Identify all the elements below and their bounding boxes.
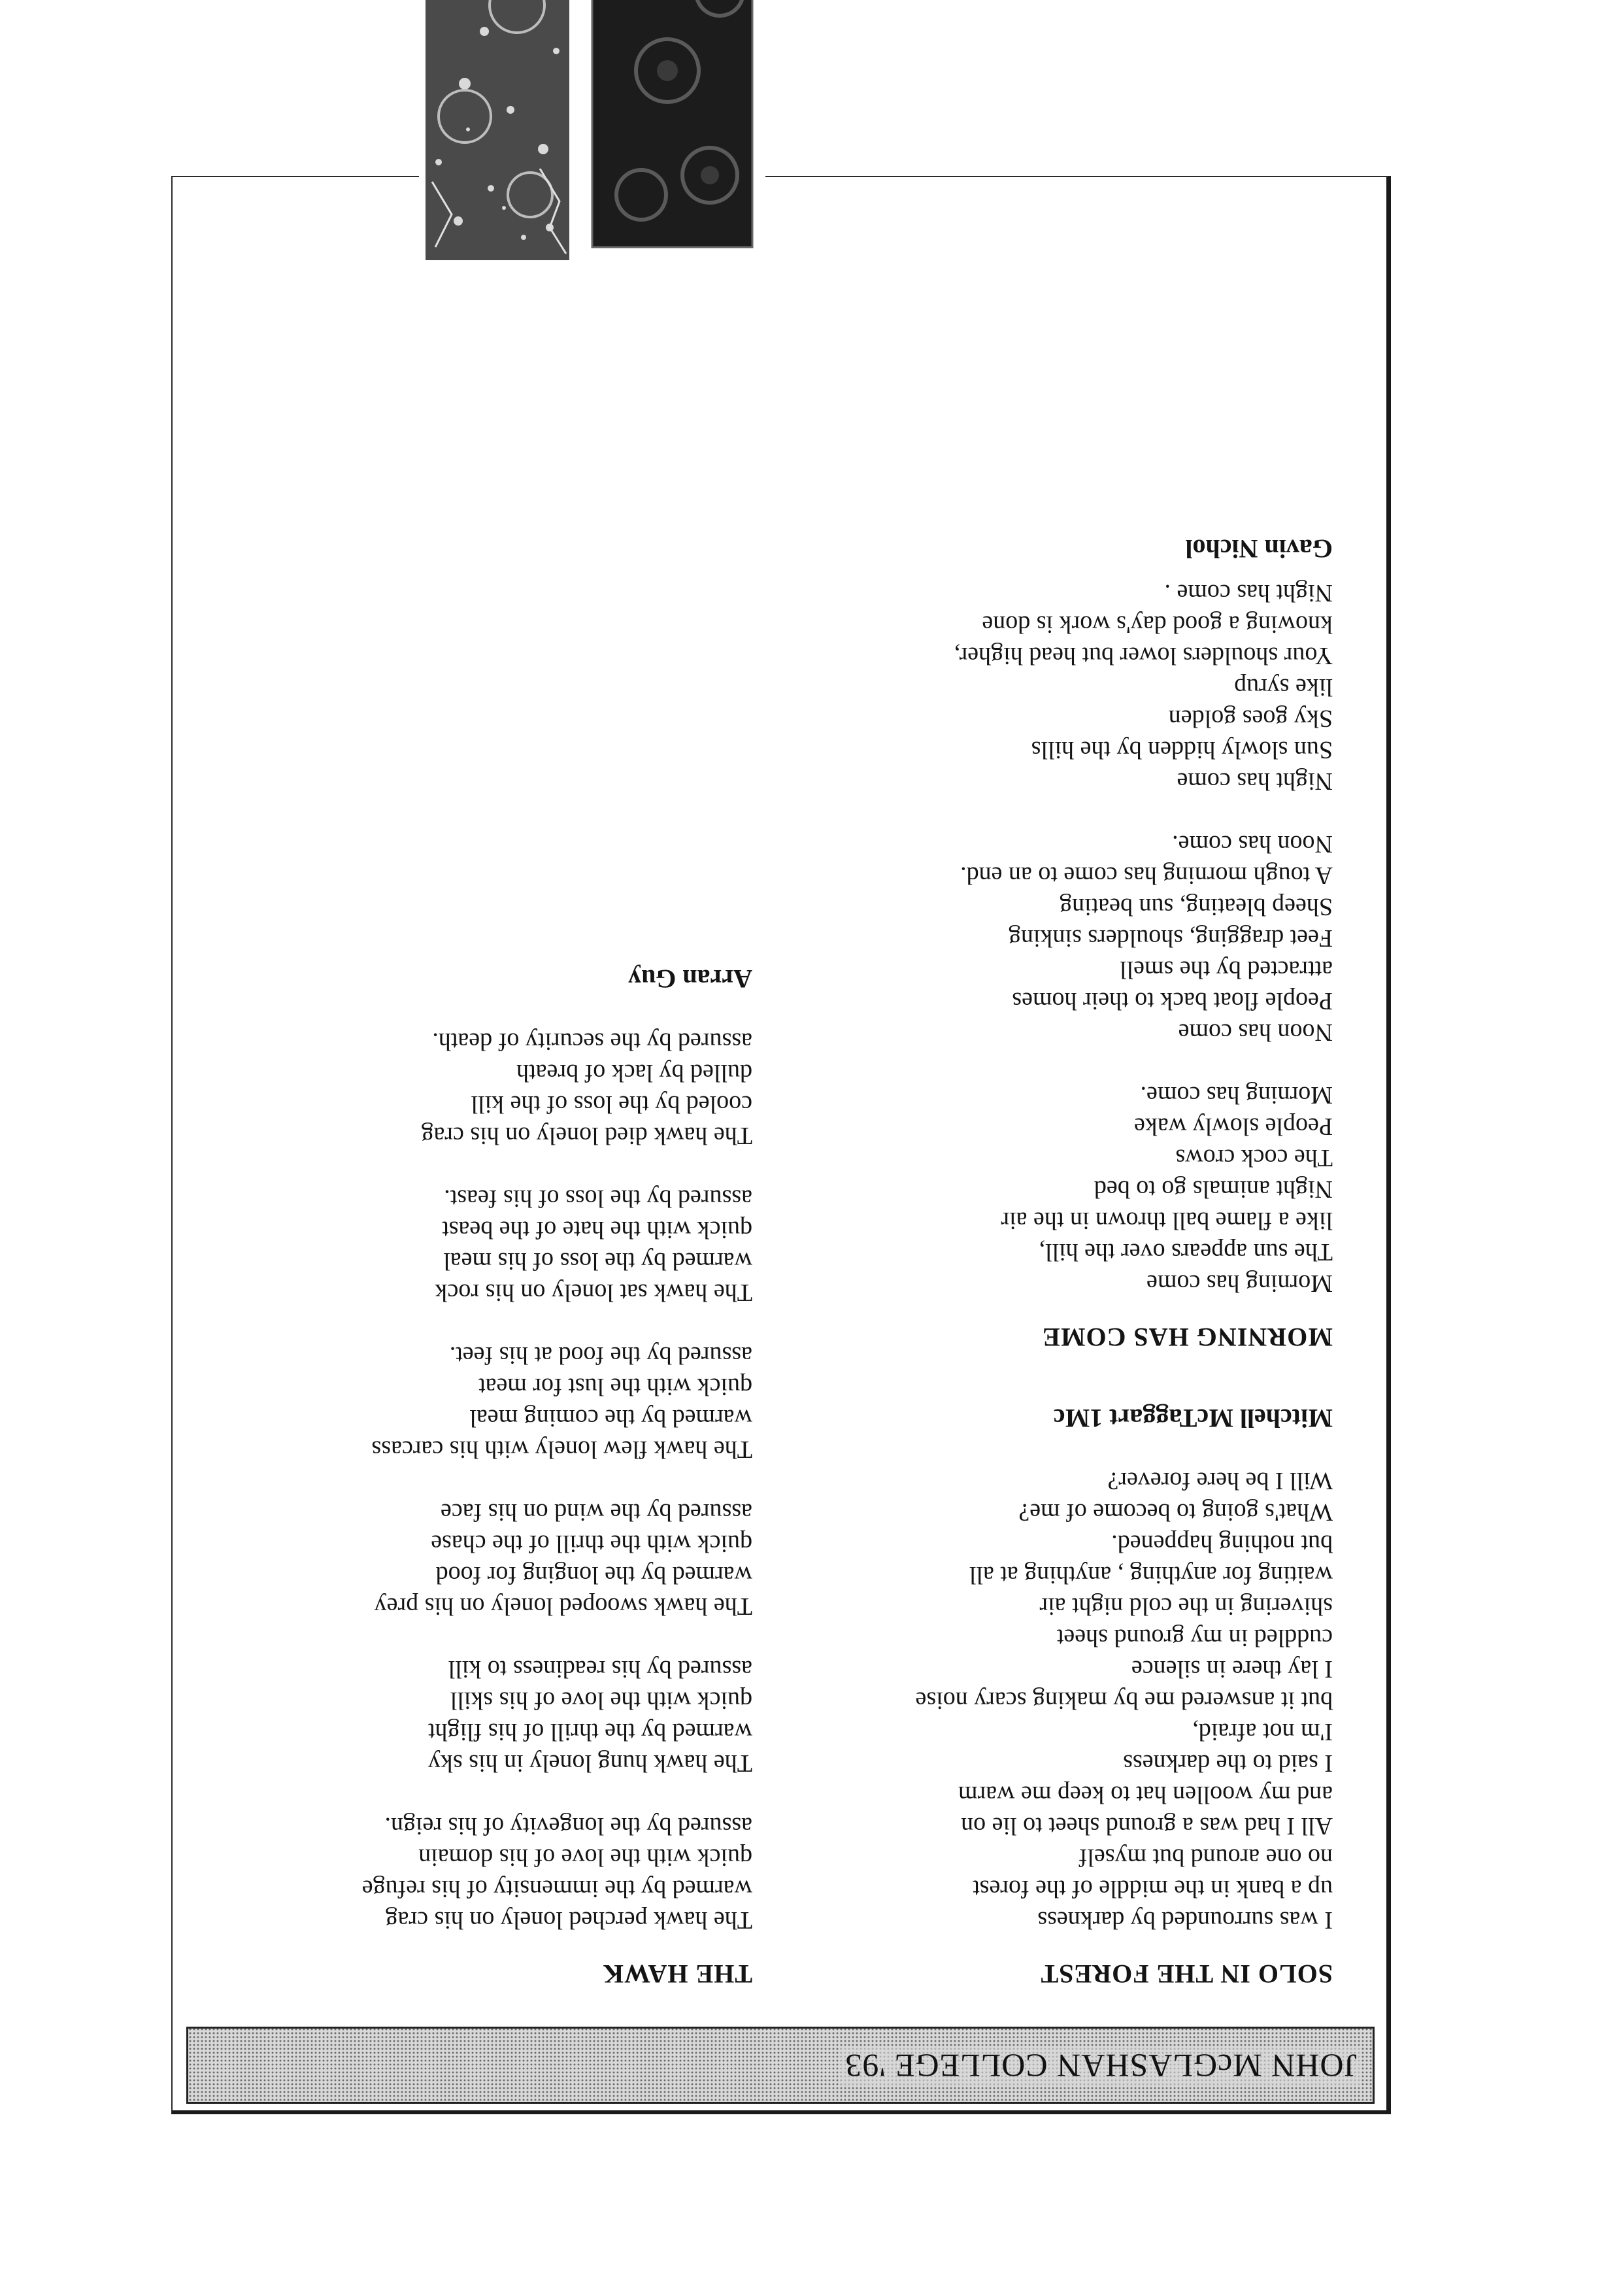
poem-line: The sun appears over the hill,	[1039, 1238, 1333, 1266]
header-title: JOHN McGLASHAN COLLEGE '93	[841, 2047, 1361, 2085]
poem-line: waiting for anything , anything at all	[969, 1561, 1333, 1589]
poem-line: The hawk swooped lonely on his prey	[374, 1593, 752, 1620]
poem-line: Your shoulders lower but head higher,	[954, 642, 1333, 669]
right-column	[190, 945, 752, 1989]
poem-line: and my woollen hat to keep me warm	[958, 1781, 1333, 1808]
hawk-stanza	[190, 1183, 752, 1308]
poem-line: quick with the love of his skill	[450, 1687, 752, 1714]
poem-line: Noon has come.	[1172, 830, 1333, 858]
poem-line: assured by the longevity of his reign.	[384, 1812, 752, 1840]
poem-line: Noon has come	[1178, 1019, 1333, 1046]
poem-line: cuddled in my ground sheet	[1056, 1624, 1333, 1651]
morning-title: MORNING HAS COME	[1042, 1323, 1333, 1352]
poem-line: Sheep bleating, sun beating	[1060, 893, 1333, 920]
poem-line: but nothing happened.	[1111, 1530, 1333, 1557]
morning-stanza	[744, 577, 1333, 797]
poem-line: The hawk died lonely on his crag	[421, 1122, 752, 1149]
hawk-author: Arran Guy	[628, 964, 752, 994]
hawk-stanza	[190, 1340, 752, 1465]
poem-line: I'm not afraid,	[1192, 1718, 1333, 1746]
poem-line: up a bank in the middle of the forest	[973, 1875, 1333, 1902]
poem-line: quick with the love of his domain	[418, 1844, 752, 1871]
poem-line: People float back to their homes	[1012, 987, 1333, 1015]
poem-line: warmed by the longing for food	[435, 1561, 752, 1589]
hawk-title: THE HAWK	[602, 1959, 752, 1989]
poem-line: assured by the wind on his face	[441, 1498, 752, 1526]
hawk-stanza	[190, 1496, 752, 1622]
poem-line: attracted by the smell	[1119, 956, 1333, 983]
poem-line: knowing a good day's work is done	[982, 611, 1333, 638]
poem-line: Morning has come	[1146, 1270, 1333, 1297]
spacer	[744, 1353, 1333, 1384]
morning-stanza	[744, 1079, 1333, 1299]
poem-line: assured by the security of death.	[432, 1028, 752, 1055]
poem-line: People slowly wake	[1134, 1113, 1333, 1140]
poem-line: What's going to become of me?	[1018, 1498, 1333, 1526]
poem-line: quick with the lust for meat	[478, 1373, 752, 1400]
poem-line: Sun slowly hidden by the hills	[1031, 736, 1333, 764]
poem-line: but it answered me by making scary noise	[915, 1687, 1333, 1714]
poem-line: warmed by the coming meal	[469, 1404, 752, 1432]
poem-line: The cock crows	[1175, 1144, 1333, 1172]
poem-line: Feet dragging, shoulders sinking	[1008, 924, 1333, 952]
hawk-stanza	[190, 1653, 752, 1779]
poem-line: The hawk sat lonely on his rock	[435, 1279, 752, 1306]
poem-line: like a flame ball thrown in the air	[1001, 1207, 1333, 1234]
poem-line: like syrup	[1234, 673, 1333, 701]
poem-line: quick with the thrill of the chase	[431, 1530, 752, 1557]
poem-line: Sky goes golden	[1168, 705, 1333, 732]
magazine-page	[171, 176, 1391, 2114]
hawk-stanza	[190, 1026, 752, 1151]
poem-line: I was surrounded by darkness	[1037, 1906, 1333, 1934]
poem-line: assured by his readiness to kill	[448, 1655, 752, 1683]
poem-line: The hawk hung lonely in his sky	[427, 1749, 752, 1777]
artwork-image	[419, 0, 765, 267]
hawk-stanza	[190, 1810, 752, 1936]
poem-line: All I had was a ground sheet to lie on	[961, 1812, 1333, 1840]
poem-line: dulled by lack of breath	[516, 1059, 752, 1087]
poem-line: Morning has come.	[1140, 1081, 1333, 1109]
poem-line: assured by the loss of his feast.	[444, 1185, 752, 1212]
poem-line: assured by the food at his feet.	[449, 1342, 752, 1369]
poem-line: Night animals go to bed	[1094, 1175, 1333, 1203]
poem-line: A tough morning has come to an end.	[960, 862, 1333, 889]
header-bar	[186, 2027, 1375, 2104]
poem-line: warmed by the thrill of his flight	[427, 1718, 752, 1746]
poem-line: Night has come .	[1164, 579, 1333, 607]
poem-line: shivering in the cold night air	[1039, 1593, 1333, 1620]
poem-line: I said to the darkness	[1123, 1749, 1333, 1777]
solo-stanza	[744, 1465, 1333, 1936]
poem-line: quick with the hate of the beast	[442, 1216, 752, 1243]
poem-line: no one around but myself	[1078, 1844, 1333, 1871]
poem-line: warmed by the loss of his meal	[443, 1247, 752, 1275]
left-column	[744, 515, 1333, 1989]
solo-author: Mitchell McTaggart 1Mc	[1053, 1404, 1333, 1433]
poem-line: cooled by the loss of the kill	[471, 1090, 752, 1118]
poem-line: Will I be here forever?	[1107, 1467, 1333, 1494]
poem-line: warmed by the immensity of his refuge	[361, 1875, 752, 1902]
poem-line: I lay there in silence	[1131, 1655, 1333, 1683]
poem-line: Night has come	[1177, 768, 1333, 795]
poem-line: The hawk flew lonely with his carcass	[371, 1436, 752, 1463]
poem-line: The hawk perched lonely on his crag	[385, 1906, 752, 1934]
morning-author: Gavin Nichol	[1185, 534, 1333, 564]
solo-title: SOLO IN THE FOREST	[1040, 1959, 1333, 1989]
morning-stanza	[744, 828, 1333, 1048]
